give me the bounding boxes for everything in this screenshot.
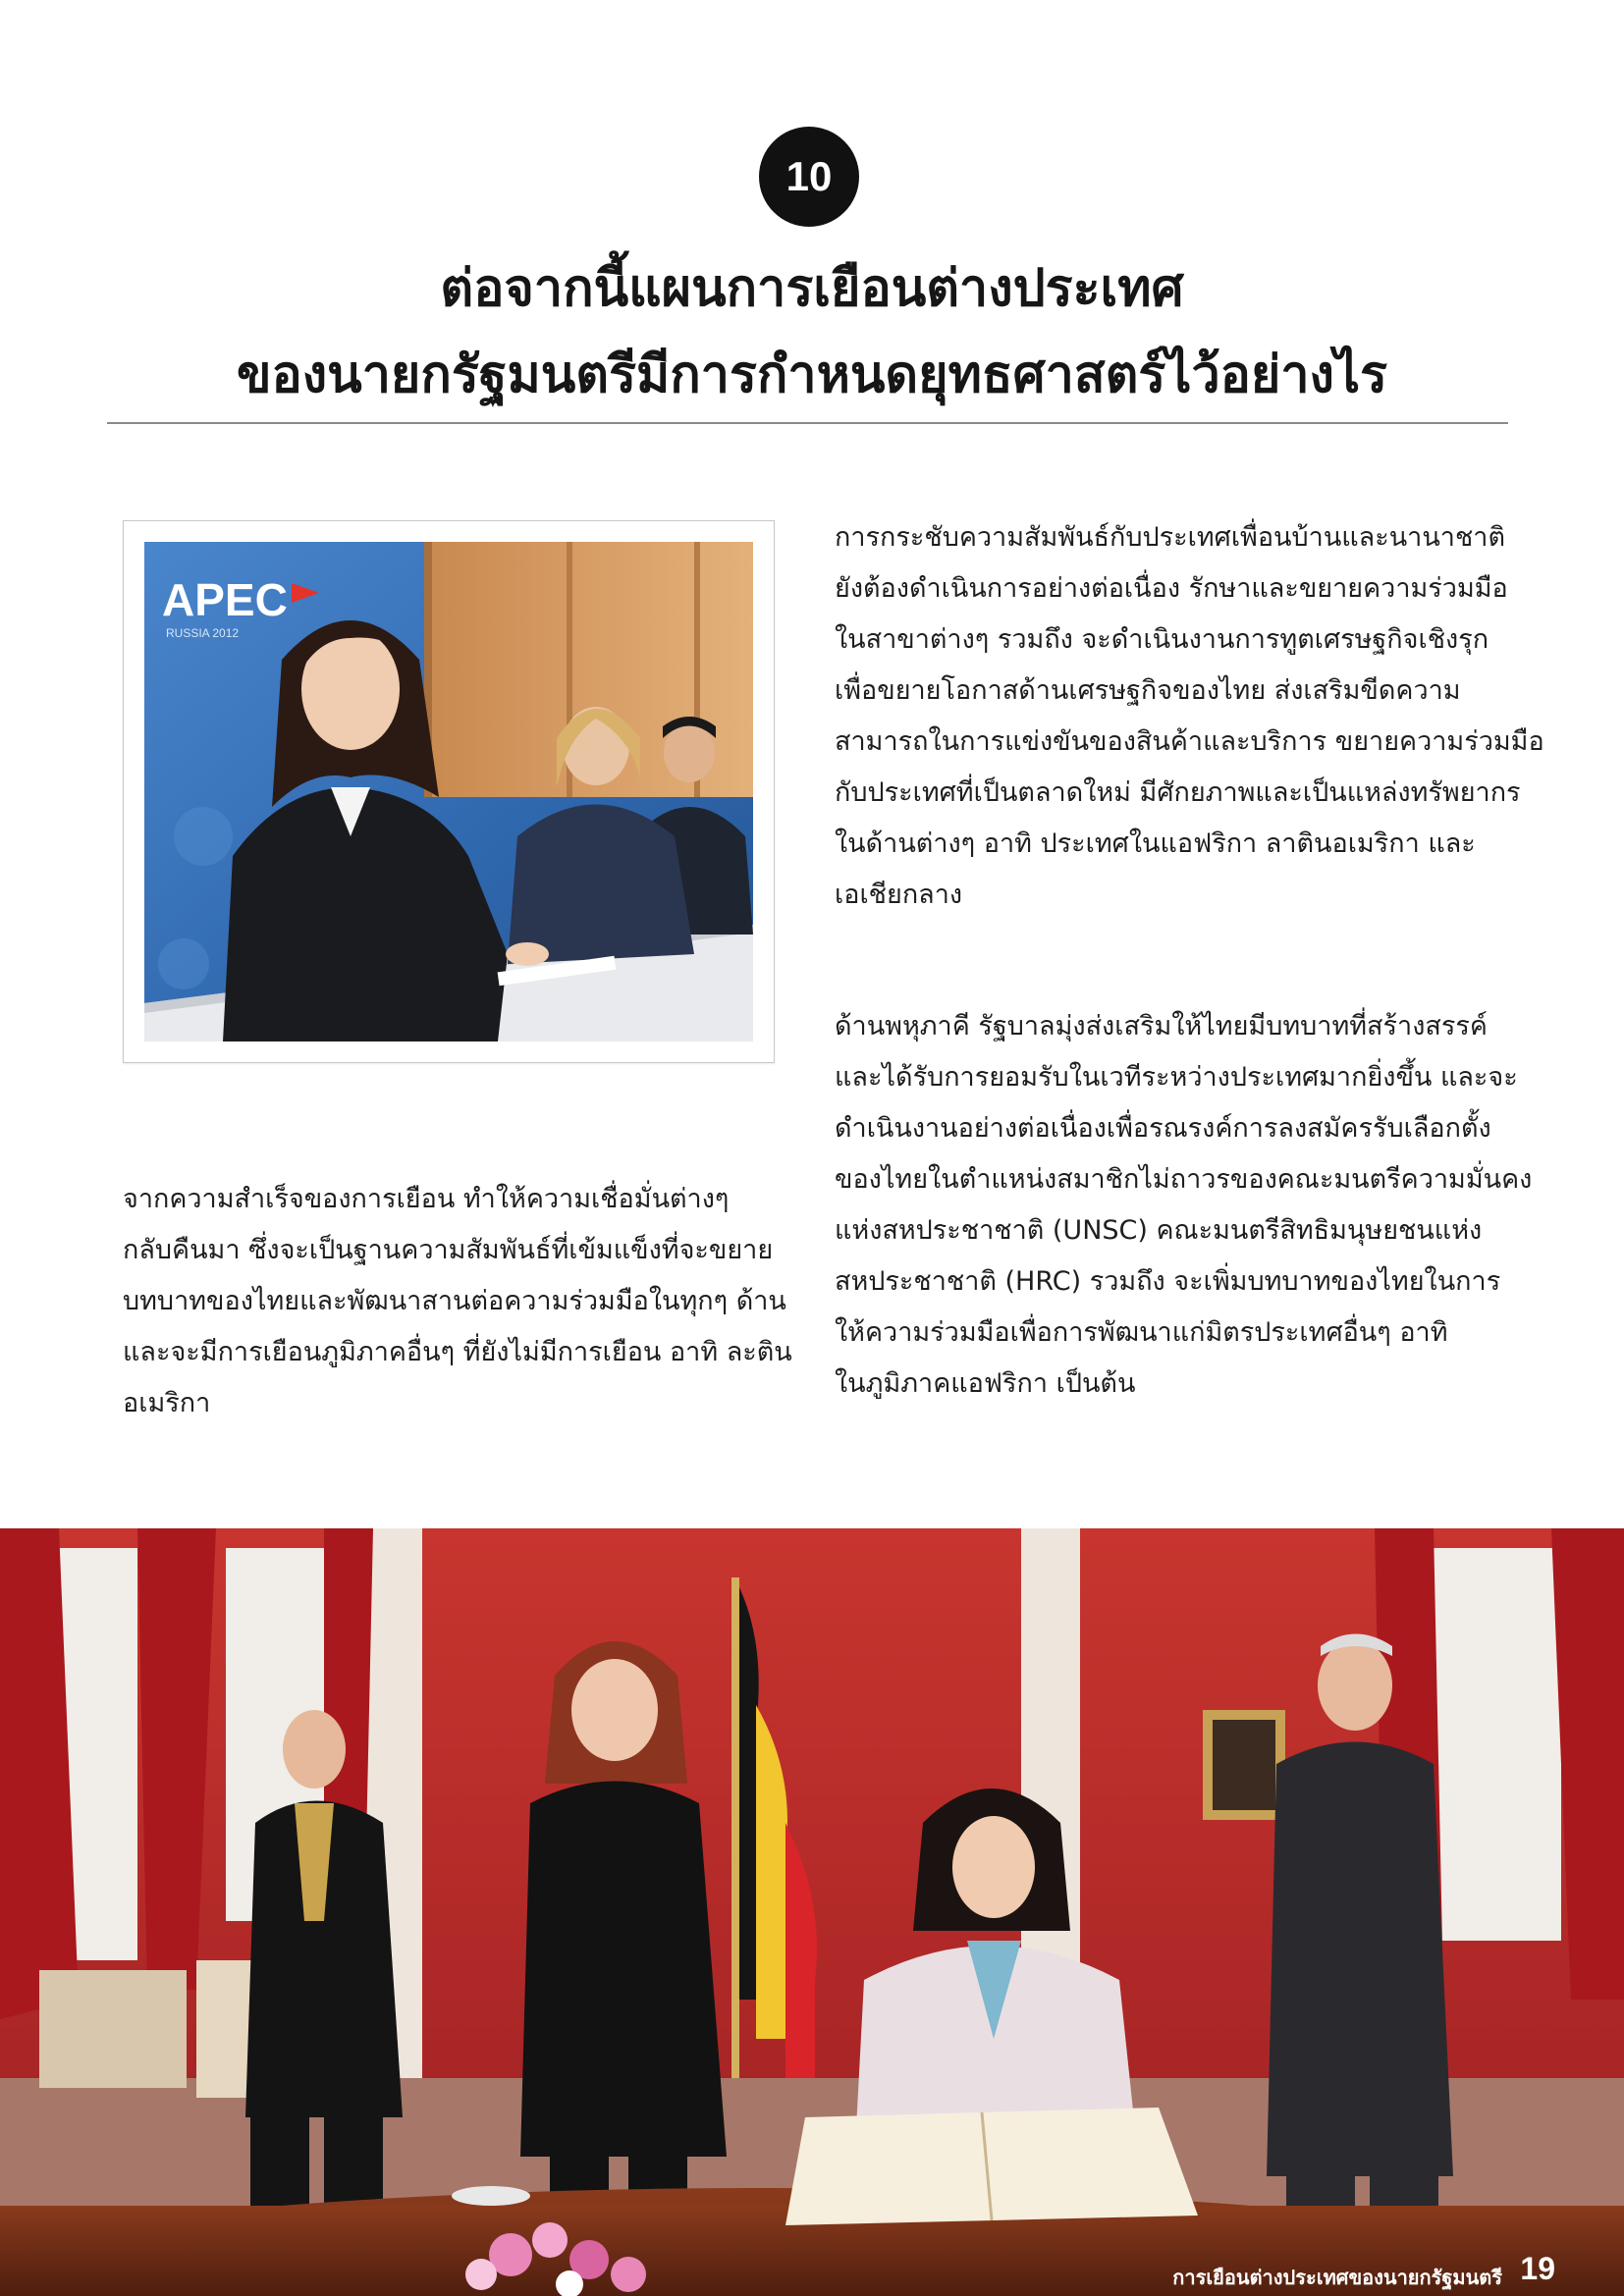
paragraph-line: ให้ความร่วมมือเพื่อการพัฒนาแก่มิตรประเทศอื่นๆ อาทิ — [835, 1317, 1448, 1348]
paragraph-line: สามารถในการแข่งขันของสินค้าและบริการ ขยายความร่วมมือ — [835, 726, 1544, 757]
guestbook-photo-illustration — [0, 1528, 1624, 2296]
paragraph-line: เอเชียกลาง — [835, 880, 963, 910]
section-number: 10 — [785, 153, 833, 199]
paragraph-line: การกระชับความสัมพันธ์กับประเทศเพื่อนบ้านและนานาชาติ — [835, 522, 1505, 553]
paragraph-line: และได้รับการยอมรับในเวทีระหว่างประเทศมากยิ่งขึ้น และจะ — [835, 1062, 1518, 1093]
left-paragraph — [123, 1174, 792, 1429]
publication-title: การเยือนต่างประเทศของนายกรัฐมนตรี — [1172, 2266, 1502, 2289]
paragraph-line: เพื่อขยายโอกาสด้านเศรษฐกิจของไทย ส่งเสริมขีดความ — [835, 675, 1461, 706]
paragraph-line: ในสาขาต่างๆ รวมถึง จะดำเนินงานการทูตเศรษฐกิจเชิงรุก — [835, 624, 1489, 655]
paragraph-line: ในด้านต่างๆ อาทิ ประเทศในแอฟริกา ลาตินอเมริกา และ — [835, 828, 1476, 859]
paragraph-line: ด้านพหุภาคี รัฐบาลมุ่งส่งเสริมให้ไทยมีบทบาทที่สร้างสรรค์ — [835, 1011, 1488, 1041]
apec-photo — [144, 542, 753, 1041]
apec-photo-frame — [123, 520, 775, 1063]
title-line-1: ต่อจากนี้แผนการเยือนต่างประเทศ — [440, 259, 1184, 318]
apec-banner-text: APEC — [162, 574, 288, 625]
title-divider — [107, 422, 1508, 424]
guestbook-photo — [0, 1528, 1624, 2296]
right-paragraph-1 — [835, 512, 1544, 921]
page-title — [59, 245, 1565, 418]
paragraph-line: แห่งสหประชาชาติ (UNSC) คณะมนตรีสิทธิมนุษยชนแห่ง — [835, 1215, 1483, 1246]
paragraph-line: และจะมีการเยือนภูมิภาคอื่นๆ ที่ยังไม่มีการเยือน อาทิ ละติน — [123, 1337, 792, 1367]
title-line-2: ของนายกรัฐมนตรีมีการกำหนดยุทธศาสตร์ไว้อย่างไร — [236, 346, 1388, 404]
paragraph-line: กลับคืนมา ซึ่งจะเป็นฐานความสัมพันธ์ที่เข้มแข็งที่จะขยาย — [123, 1235, 774, 1265]
paragraph-line: อเมริกา — [123, 1388, 211, 1418]
paragraph-line: สหประชาชาติ (HRC) รวมถึง จะเพิ่มบทบาทของไทยในการ — [835, 1266, 1501, 1297]
page-number: 19 — [1520, 2251, 1555, 2286]
paragraph-line: ของไทยในตำแหน่งสมาชิกไม่ถาวรของคณะมนตรีความมั่นคง — [835, 1164, 1533, 1195]
right-paragraph-2 — [835, 1001, 1532, 1410]
paragraph-line: ยังต้องดำเนินการอย่างต่อเนื่อง รักษาและขยายความร่วมมือ — [835, 573, 1508, 604]
paragraph-line: ดำเนินงานอย่างต่อเนื่องเพื่อรณรงค์การลงสมัครรับเลือกตั้ง — [835, 1113, 1491, 1144]
section-number-badge — [759, 127, 859, 227]
paragraph-line: บทบาทของไทยและพัฒนาสานต่อความร่วมมือในทุกๆ ด้าน — [123, 1286, 786, 1316]
paragraph-line: ในภูมิภาคแอฟริกา เป็นต้น — [835, 1368, 1136, 1399]
apec-banner-subtext: RUSSIA 2012 — [166, 626, 240, 640]
paragraph-line: จากความสำเร็จของการเยือน ทำให้ความเชื่อมั่นต่างๆ — [123, 1184, 730, 1214]
apec-photo-illustration — [144, 542, 753, 1041]
paragraph-line: กับประเทศที่เป็นตลาดใหม่ มีศักยภาพและเป็นแหล่งทรัพยากร — [835, 777, 1521, 808]
